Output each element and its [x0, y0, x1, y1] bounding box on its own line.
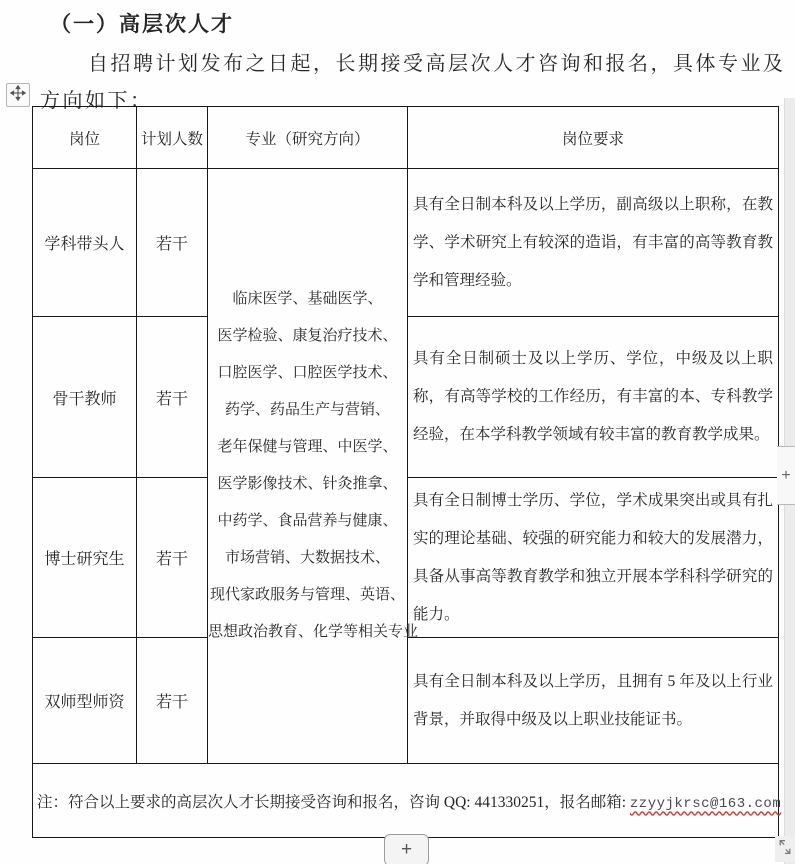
major-line: 中药学、食品营养与健康、: [217, 513, 398, 529]
requirements-cell: 具有全日制硕士及以上学历、学位，中级及以上职称，有高等学校的工作经历，有丰富的本、专科教学经验，在本学科教学领域有较丰富的教育教学成果。: [408, 317, 779, 478]
headcount-cell: 若干: [137, 478, 208, 638]
table-row: [33, 169, 779, 317]
major-line: 药学、药品生产与营销、: [224, 402, 390, 418]
note-row: [33, 764, 779, 838]
major-line: 口腔医学、口腔医学技术、: [217, 365, 398, 381]
major-line: 临床医学、基础医学、: [232, 291, 383, 307]
header-headcount: 计划人数: [137, 107, 208, 169]
table-resize-handle[interactable]: [775, 836, 795, 862]
headcount-cell: 若干: [137, 317, 208, 478]
note-cell: [33, 764, 782, 838]
side-expand-button[interactable]: [777, 446, 795, 505]
table-move-handle-button[interactable]: [6, 83, 30, 107]
position-cell: 学科带头人: [33, 169, 137, 317]
section-heading: （一）高层次人才: [50, 12, 234, 36]
major-line: 市场营销、大数据技术、: [224, 550, 390, 566]
intro-paragraph-line-1: 自招聘计划发布之日起，长期接受高层次人才咨询和报名，具体专业及: [88, 53, 786, 75]
major-line: 医学影像技术、针灸推拿、: [217, 476, 398, 492]
bottom-add-button[interactable]: [384, 834, 429, 864]
major-line: 老年保健与管理、中医学、: [217, 439, 398, 455]
plus-icon: +: [781, 466, 791, 484]
application-email: zzyyjkrsc@163.com: [629, 795, 782, 812]
table-header-row: [33, 107, 779, 169]
plus-icon: +: [400, 839, 413, 860]
recruitment-table: [32, 106, 782, 838]
position-cell: 博士研究生: [33, 478, 137, 638]
requirements-cell: 具有全日制本科及以上学历，副高级以上职称，在教学、学术研究上有较深的造诣，有丰富的高等教育教学和管理经验。: [408, 169, 779, 317]
note-text: 注：符合以上要求的高层次人才长期接受咨询和报名，咨询 QQ: 441330251，报名邮箱:: [37, 793, 630, 811]
major-line: 医学检验、康复治疗技术、: [217, 328, 398, 344]
headcount-cell: 若干: [137, 638, 208, 764]
header-major: 专业（研究方向）: [208, 107, 408, 169]
major-line: 现代家政服务与管理、英语、: [209, 587, 405, 603]
diagonal-resize-icon: [777, 837, 793, 862]
header-requirements: 岗位要求: [408, 107, 779, 169]
majors-merged-cell: [208, 169, 419, 764]
move-cross-icon: [10, 85, 26, 106]
position-cell: 骨干教师: [33, 317, 137, 478]
major-line: 思想政治教育、化学等相关专业: [208, 624, 419, 640]
requirements-cell: 具有全日制本科及以上学历，且拥有 5 年及以上行业背景，并取得中级及以上职业技能证书。: [408, 638, 779, 764]
requirements-cell: 具有全日制博士学历、学位，学术成果突出或具有扎实的理论基础、较强的研究能力和较大的发展潜力，具备从事高等教育教学和独立开展本学科科学研究的能力。: [408, 478, 779, 638]
header-position: 岗位: [33, 107, 137, 169]
headcount-cell: 若干: [137, 169, 208, 317]
intro-paragraph-line-2: 方向如下：: [40, 90, 153, 112]
position-cell: 双师型师资: [33, 638, 137, 764]
